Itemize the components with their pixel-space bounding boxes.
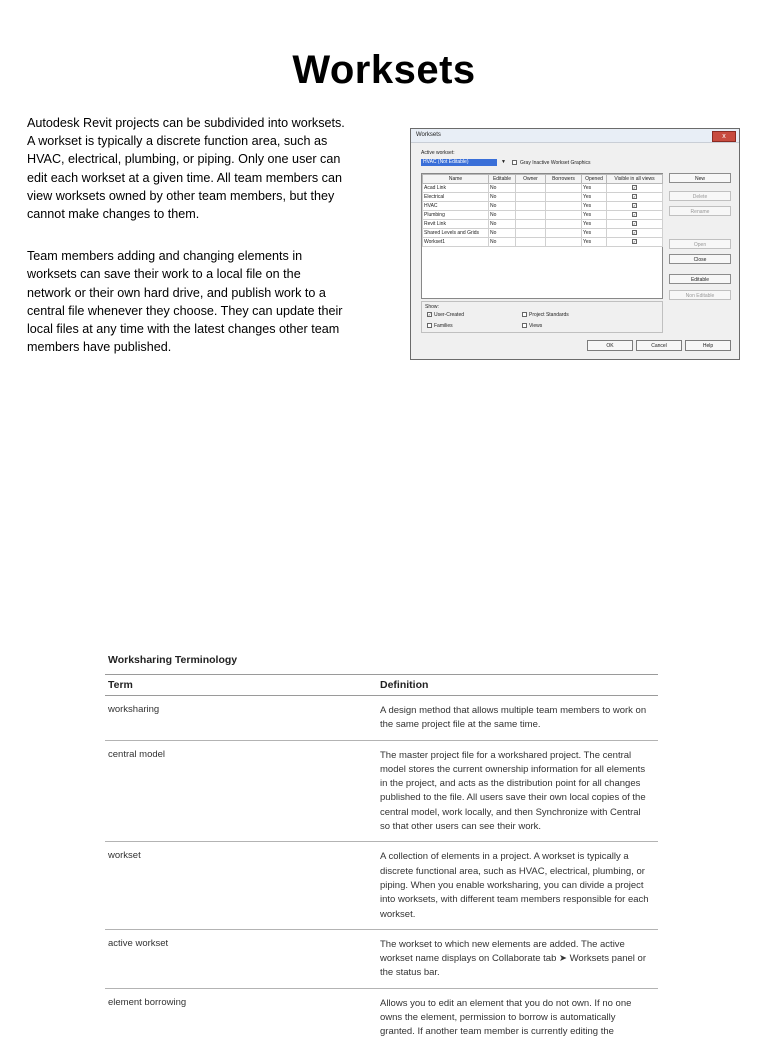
grid-cell-editable[interactable]: No [489, 211, 516, 220]
intro-text [27, 114, 345, 380]
visible-checkbox[interactable]: ✓ [633, 185, 637, 191]
visible-checkbox[interactable]: ✓ [633, 230, 637, 236]
term-cell: workset [108, 850, 141, 862]
terminology-header-row [105, 675, 658, 696]
grid-cell-borrowers [546, 184, 582, 193]
definition-cell: A design method that allows multiple team members to work on the same project file at the same time. [380, 705, 647, 731]
grid-cell-borrowers [546, 202, 582, 211]
grid-cell-editable[interactable]: No [489, 220, 516, 229]
show-user-created[interactable] [427, 312, 464, 318]
definition-header: Definition [380, 679, 429, 691]
grid-cell-editable[interactable]: No [489, 202, 516, 211]
definition-cell: A collection of elements in a project. A workset is typically a discrete functional area, such as HVAC, electrical, plumbing, or piping. When you enable worksharing, you can divide a project into worksets, with different team members responsible for each workset. [380, 851, 649, 920]
show-views[interactable] [522, 323, 542, 329]
table-row [105, 989, 658, 1047]
grid-cell-borrowers [546, 220, 582, 229]
grid-row[interactable] [423, 229, 663, 238]
project-standards-checkbox[interactable] [522, 312, 527, 317]
grid-header-row [423, 175, 663, 184]
grid-cell-owner [516, 193, 546, 202]
close-icon[interactable]: x [712, 131, 736, 142]
grid-header-owner[interactable]: Owner [516, 175, 546, 184]
grid-cell-opened[interactable]: Yes [582, 202, 607, 211]
grid-header-name[interactable]: Name [423, 175, 489, 184]
delete-button[interactable]: Delete [669, 191, 731, 201]
grid-cell-visible[interactable] [607, 211, 663, 220]
active-workset-select[interactable]: HVAC (Not Editable) [421, 159, 497, 166]
grid-cell-borrowers [546, 211, 582, 220]
show-project-standards[interactable] [522, 312, 569, 318]
grid-cell-owner [516, 211, 546, 220]
editable-button[interactable]: Editable [669, 274, 731, 284]
definition-cell: The workset to which new elements are added. The active workset name displays on Collaborate tab ➤ Worksets panel or the status bar. [380, 938, 646, 979]
project-standards-label: Project Standards [529, 312, 569, 318]
families-checkbox[interactable] [427, 323, 432, 328]
dialog-titlebar [411, 129, 739, 143]
grid-cell-visible[interactable] [607, 202, 663, 211]
open-button[interactable]: Open [669, 239, 731, 249]
grid-cell-opened[interactable]: Yes [582, 193, 607, 202]
grid-row[interactable] [423, 238, 663, 247]
grid-cell-owner [516, 220, 546, 229]
intro-paragraph-1: Autodesk Revit projects can be subdivided into worksets. A workset is typically a discrete function area, such as HVAC, electrical, plumbing, or piping. Only one user can edit each workset at a given time. All team members can view worksets owned by other team members, but they cannot make changes to them. [27, 116, 345, 222]
show-families[interactable] [427, 323, 453, 329]
show-options-group [421, 301, 663, 333]
grid-cell-name[interactable]: HVAC [423, 202, 489, 211]
table-row [105, 930, 658, 989]
worksets-grid [421, 173, 663, 299]
terminology-table [105, 674, 658, 1047]
gray-inactive-label: Gray Inactive Workset Graphics [520, 160, 591, 166]
grid-row[interactable] [423, 211, 663, 220]
definition-cell: Allows you to edit an element that you do not own. If no one owns the element, permission to borrow is automatically granted. If another team member is currently editing the [380, 997, 632, 1038]
grid-row[interactable] [423, 220, 663, 229]
grid-cell-borrowers [546, 238, 582, 247]
grid-cell-name[interactable]: Electrical [423, 193, 489, 202]
families-label: Families [434, 323, 453, 329]
non-editable-button[interactable]: Non Editable [669, 290, 731, 300]
grid-header-opened[interactable]: Opened [582, 175, 607, 184]
gray-inactive-checkbox[interactable] [512, 160, 517, 165]
worksets-dialog-screenshot [410, 128, 740, 360]
grid-cell-opened[interactable]: Yes [582, 211, 607, 220]
grid-row[interactable] [423, 193, 663, 202]
new-button[interactable]: New [669, 173, 731, 183]
cancel-button[interactable]: Cancel [636, 340, 682, 351]
ok-button[interactable]: OK [587, 340, 633, 351]
table-row [105, 842, 658, 929]
grid-cell-owner [516, 202, 546, 211]
grid-cell-opened[interactable]: Yes [582, 229, 607, 238]
grid-cell-owner [516, 229, 546, 238]
grid-row[interactable] [423, 202, 663, 211]
grid-cell-editable[interactable]: No [489, 193, 516, 202]
term-cell: worksharing [108, 704, 160, 715]
rename-button[interactable]: Rename [669, 206, 731, 216]
term-cell: element borrowing [108, 996, 187, 1008]
table-row [105, 741, 658, 843]
grid-cell-visible[interactable] [607, 184, 663, 193]
grid-cell-name[interactable]: Plumbing [423, 211, 489, 220]
term-cell: active workset [108, 937, 169, 949]
grid-row[interactable] [423, 184, 663, 193]
term-header: Term [108, 679, 133, 691]
grid-header-visible[interactable]: Visible in all views [607, 175, 663, 184]
grid-cell-visible[interactable] [607, 238, 663, 247]
grid-cell-editable[interactable]: No [489, 184, 516, 193]
grid-cell-name[interactable]: Acad Link [423, 184, 489, 193]
page-title: Worksets [292, 48, 476, 92]
show-label: Show: [425, 304, 439, 310]
grid-cell-opened[interactable]: Yes [582, 238, 607, 247]
grid-cell-owner [516, 238, 546, 247]
grid-cell-borrowers [546, 193, 582, 202]
active-workset-label: Active workset: [421, 150, 455, 156]
views-checkbox[interactable] [522, 323, 527, 328]
user-created-checkbox[interactable]: ✓ [428, 312, 432, 318]
grid-cell-name[interactable]: Shared Levels and Grids [423, 229, 489, 238]
help-button[interactable]: Help [685, 340, 731, 351]
terminology-title: Worksharing Terminology [108, 654, 238, 666]
visible-checkbox[interactable]: ✓ [633, 203, 637, 209]
grid-cell-visible[interactable] [607, 229, 663, 238]
grid-cell-owner [516, 184, 546, 193]
views-label: Views [529, 323, 543, 329]
grid-cell-editable[interactable]: No [489, 238, 516, 247]
grid-cell-name[interactable]: Revit Link [423, 220, 489, 229]
chevron-down-icon[interactable]: ▼ [501, 159, 506, 165]
definition-cell: The master project file for a workshared project. The central model stores the current ownership information for all elements in the project, and acts as the distribution point for all changes published to the file. All users save their own local copies of the central model, work locally, and then Synchronize with Central so that other users can see their work. [380, 749, 646, 833]
user-created-label: User-Created [434, 312, 465, 318]
grid-cell-visible[interactable] [607, 220, 663, 229]
visible-checkbox[interactable]: ✓ [633, 194, 637, 200]
grid-cell-opened[interactable]: Yes [582, 220, 607, 229]
grid-header-editable[interactable]: Editable [489, 175, 516, 184]
grid-cell-borrowers [546, 229, 582, 238]
dialog-title: Worksets [416, 132, 441, 138]
visible-checkbox[interactable]: ✓ [633, 212, 637, 218]
intro-paragraph-2: Team members adding and changing elements in worksets can save their work to a local file on the network or their own hard drive, and publish work to a central file whenever they choose. They can update their local files at any time with the latest changes other team members have published. [27, 249, 343, 355]
visible-checkbox[interactable]: ✓ [633, 239, 637, 245]
grid-header-borrowers[interactable]: Borrowers [546, 175, 582, 184]
table-row [105, 696, 658, 741]
grid-cell-visible[interactable] [607, 193, 663, 202]
term-cell: central model [108, 748, 166, 760]
close-button[interactable]: Close [669, 254, 731, 264]
grid-cell-name[interactable]: Workset1 [423, 238, 489, 247]
grid-cell-opened[interactable]: Yes [582, 184, 607, 193]
visible-checkbox[interactable]: ✓ [633, 221, 637, 227]
grid-cell-editable[interactable]: No [489, 229, 516, 238]
